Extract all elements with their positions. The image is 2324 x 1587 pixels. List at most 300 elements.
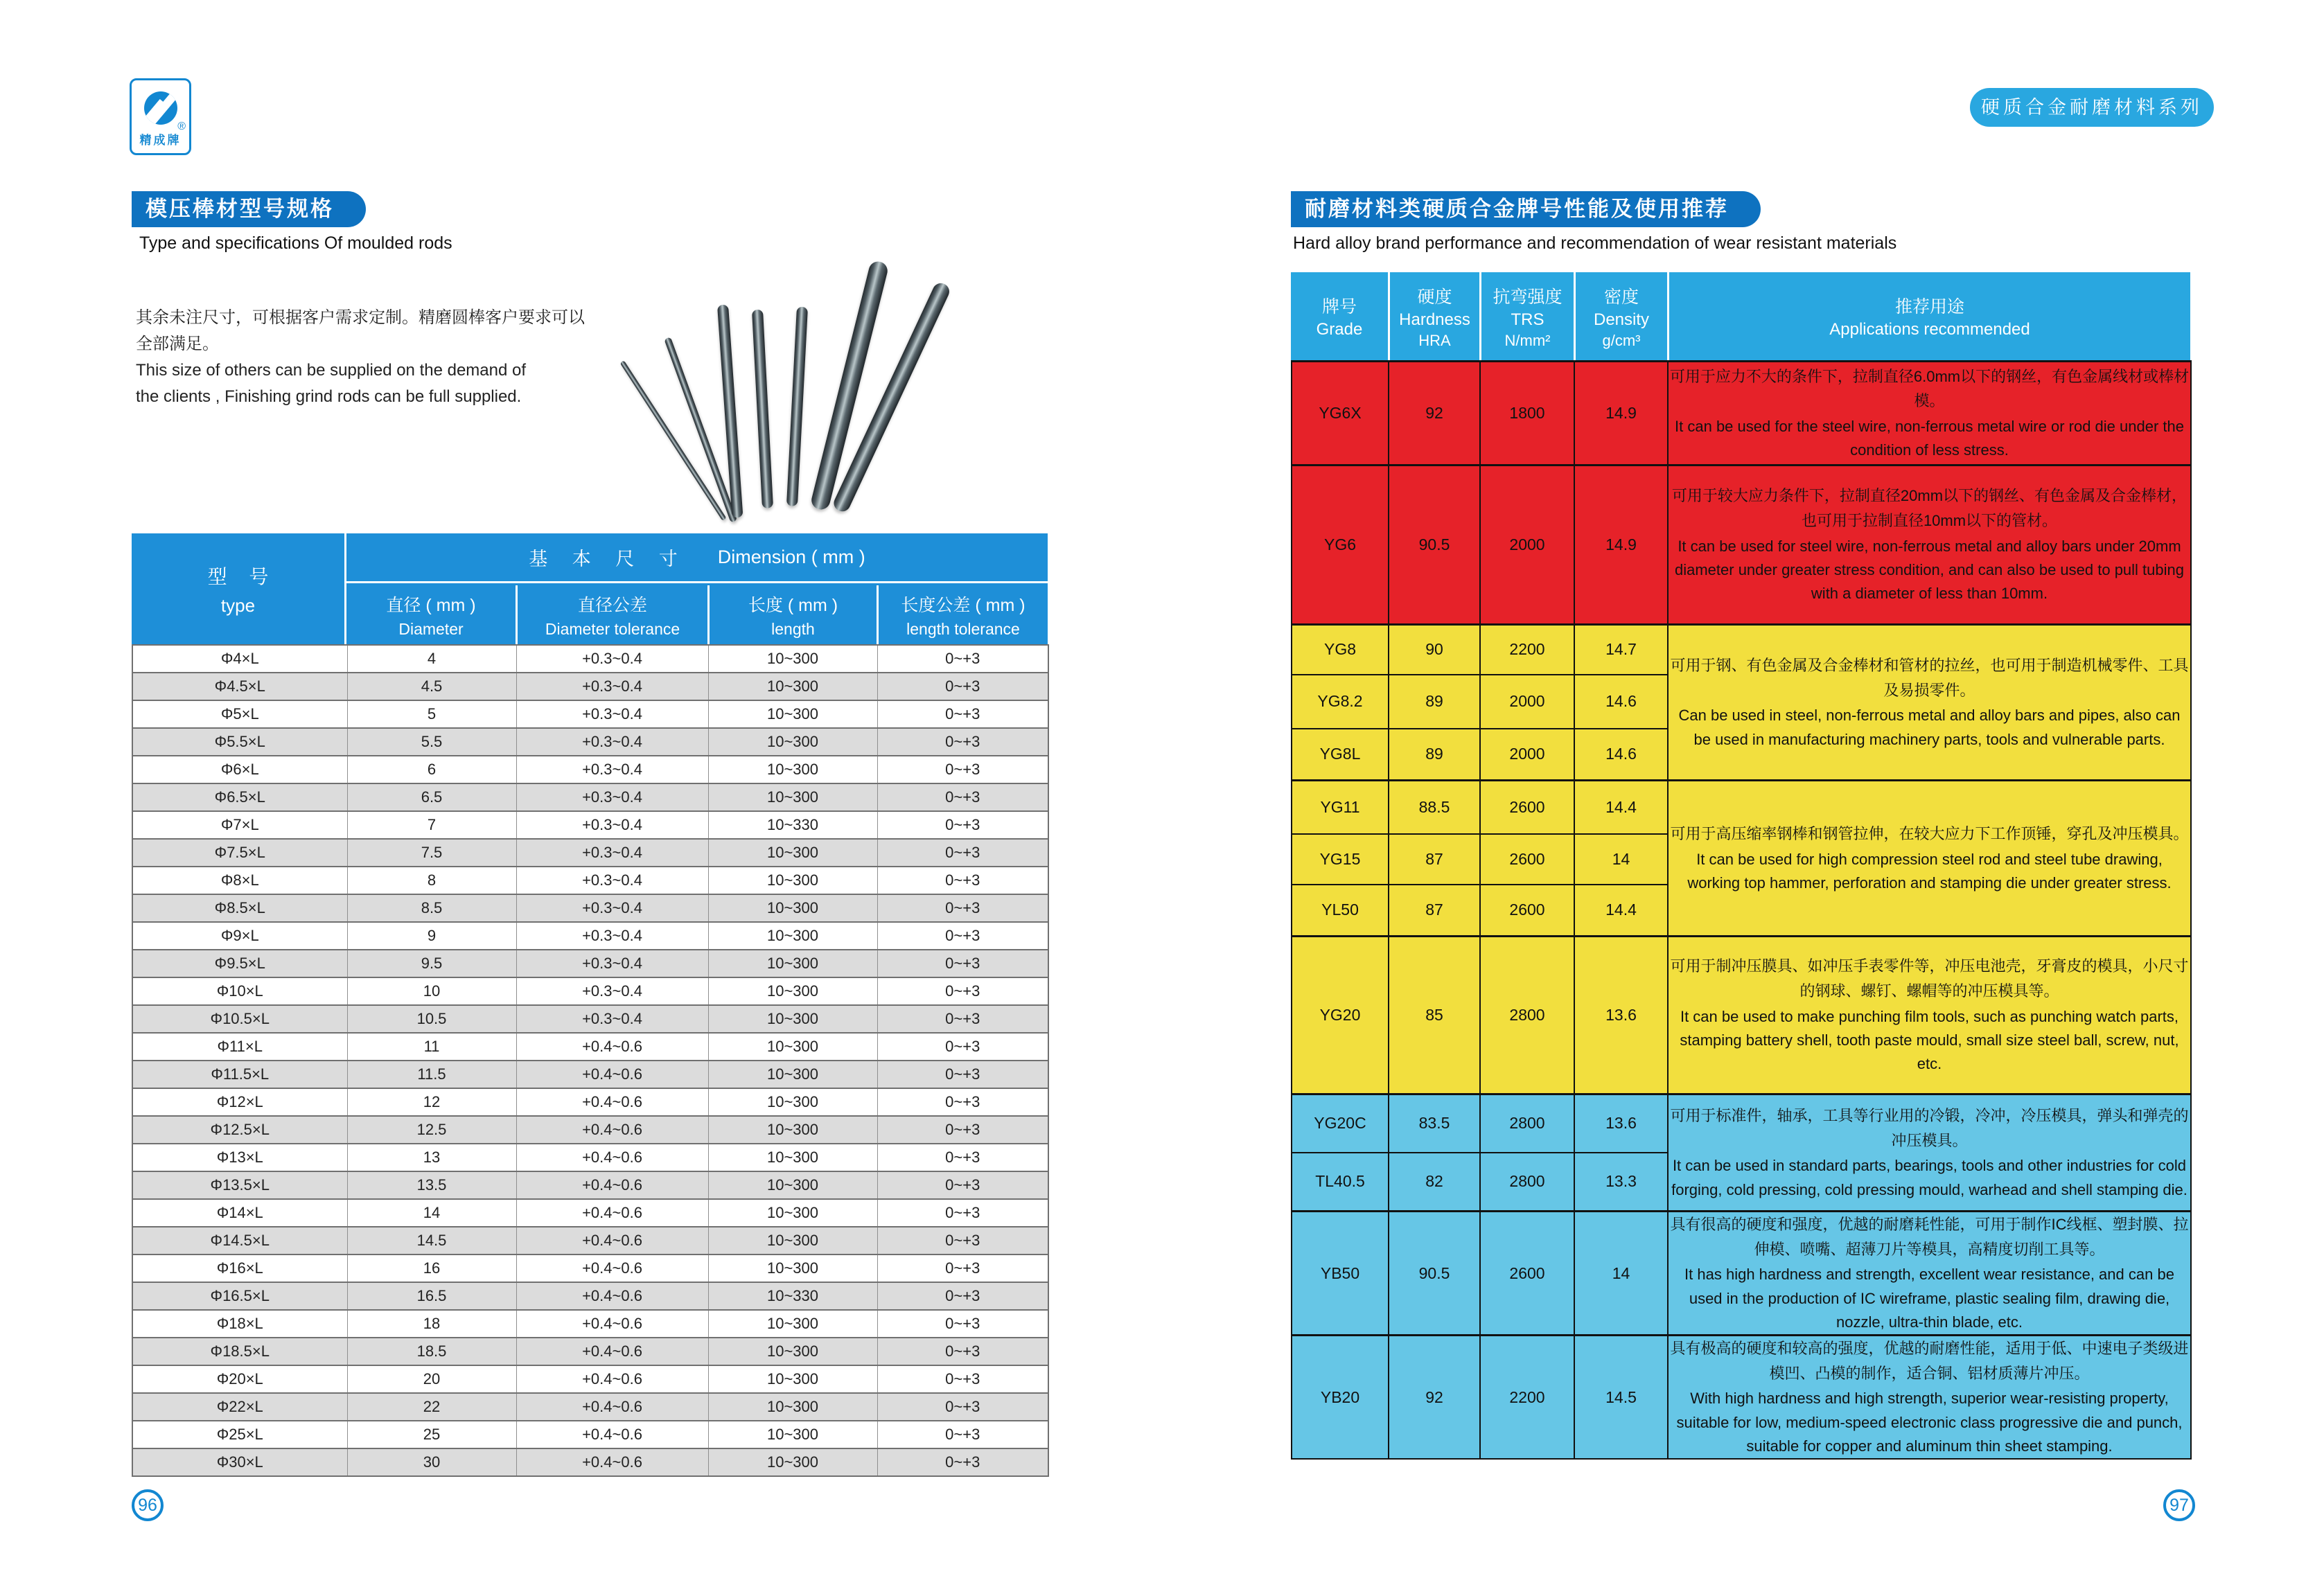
length-tolerance-cell: 0~+3 — [877, 839, 1048, 867]
type-cell: Φ7.5×L — [132, 839, 347, 867]
diameter-cell: 25 — [347, 1421, 516, 1448]
type-cell: Φ10×L — [132, 977, 347, 1005]
diameter-cell: 22 — [347, 1393, 516, 1421]
type-cell: Φ9.5×L — [132, 950, 347, 977]
type-cell: Φ16.5×L — [132, 1282, 347, 1310]
length-tolerance-cell: 0~+3 — [877, 1171, 1048, 1199]
applications-en: It can be used in standard parts, bearings, tools and other industries for cold forging, cold pressing, cold pressing mould, warhead and shell stamping die. — [1671, 1157, 2187, 1198]
trs-cell: 2000 — [1480, 466, 1574, 625]
table-row — [132, 950, 1048, 977]
alloy-table-header — [1291, 272, 2190, 360]
table-row — [132, 1365, 1048, 1393]
table-row — [132, 728, 1048, 756]
length-tolerance-cell: 0~+3 — [877, 1448, 1048, 1476]
grade-cell: YG8 — [1292, 625, 1389, 675]
length-cell: 10~300 — [708, 1116, 877, 1144]
moulded-rods-table-body — [132, 645, 1048, 1476]
grade-cell: YG6 — [1292, 466, 1389, 625]
col-header-density-en: Density — [1593, 310, 1650, 329]
type-cell: Φ20×L — [132, 1365, 347, 1393]
moulded-rods-table — [132, 644, 1049, 1477]
trs-cell: 2000 — [1480, 729, 1574, 781]
type-cell: Φ7×L — [132, 811, 347, 839]
diameter-tolerance-cell: +0.4~0.6 — [516, 1171, 708, 1199]
logo-slash-icon — [144, 91, 177, 125]
type-cell: Φ4×L — [132, 645, 347, 673]
diameter-tolerance-cell: +0.3~0.4 — [516, 977, 708, 1005]
table-row — [1292, 1336, 2191, 1460]
type-cell: Φ5×L — [132, 700, 347, 728]
intro-line-en-1: This size of others can be supplied on the demand of — [136, 361, 527, 380]
type-cell: Φ14.5×L — [132, 1227, 347, 1254]
grade-cell: YG8.2 — [1292, 675, 1389, 729]
length-cell: 10~300 — [708, 950, 877, 977]
table-row — [1292, 362, 2191, 466]
length-tolerance-cell: 0~+3 — [877, 1310, 1048, 1338]
grade-cell: YG20C — [1292, 1094, 1389, 1153]
col-header-density-zh: 密度 — [1603, 287, 1639, 307]
diameter-cell: 13.5 — [347, 1171, 516, 1199]
hardness-cell: 89 — [1389, 729, 1480, 781]
type-cell: Φ13×L — [132, 1144, 347, 1171]
brand-logo-mark-icon — [144, 91, 177, 125]
col-header-diameter-en: Diameter — [398, 619, 464, 638]
diameter-cell: 8 — [347, 867, 516, 894]
density-cell: 14.6 — [1574, 729, 1668, 781]
diameter-cell: 14 — [347, 1199, 516, 1227]
length-tolerance-cell: 0~+3 — [877, 1005, 1048, 1033]
table-row — [132, 1088, 1048, 1116]
length-cell: 10~330 — [708, 811, 877, 839]
col-header-hardness-en: Hardness — [1399, 310, 1470, 329]
right-section-subtitle: Hard alloy brand performance and recommendation of wear resistant materials — [1293, 233, 1897, 253]
series-badge: 硬质合金耐磨材料系列 — [1970, 88, 2214, 127]
col-header-type-en: type — [220, 594, 256, 616]
table-row — [132, 645, 1048, 673]
applications-en: It has high hardness and strength, excellent wear resistance, and can be used in the production of IC wireframe, plastic sealing film, drawing die, nozzle, ultra-thin blade, etc. — [1684, 1266, 2174, 1331]
length-tolerance-cell: 0~+3 — [877, 728, 1048, 756]
length-tolerance-cell: 0~+3 — [877, 811, 1048, 839]
diameter-cell: 6.5 — [347, 783, 516, 811]
diameter-tolerance-cell: +0.4~0.6 — [516, 1061, 708, 1088]
table-row — [1292, 781, 2191, 834]
col-header-applications-en: Applications recommended — [1829, 320, 2030, 339]
table-row — [132, 1116, 1048, 1144]
length-cell: 10~300 — [708, 783, 877, 811]
table-row — [132, 839, 1048, 867]
diameter-cell: 13 — [347, 1144, 516, 1171]
diameter-cell: 16.5 — [347, 1282, 516, 1310]
diameter-cell: 7.5 — [347, 839, 516, 867]
table-row — [132, 1310, 1048, 1338]
diameter-tolerance-cell: +0.3~0.4 — [516, 645, 708, 673]
length-tolerance-cell: 0~+3 — [877, 894, 1048, 922]
applications-zh: 可用于高压缩率钢棒和钢管拉伸，在较大应力下工作顶锤，穿孔及冲压模具。 — [1670, 824, 2189, 842]
applications-en: With high hardness and high strength, superior wear-resisting property, suitable for low, medium-speed electronic class progressive die and punch, suitable for copper and aluminum thin sheet stamping. — [1676, 1390, 2183, 1455]
grade-cell: YG20 — [1292, 937, 1389, 1094]
col-header-length-en: length — [771, 619, 815, 638]
applications-cell — [1668, 1094, 2191, 1212]
table-row — [132, 1338, 1048, 1365]
grade-cell: YG6X — [1292, 362, 1389, 466]
length-cell: 10~300 — [708, 1033, 877, 1061]
page-number-left: 96 — [132, 1489, 164, 1521]
diameter-cell: 18.5 — [347, 1338, 516, 1365]
diameter-tolerance-cell: +0.4~0.6 — [516, 1116, 708, 1144]
diameter-cell: 11 — [347, 1033, 516, 1061]
type-cell: Φ18.5×L — [132, 1338, 347, 1365]
applications-cell — [1668, 781, 2191, 937]
diameter-tolerance-cell: +0.4~0.6 — [516, 1310, 708, 1338]
density-cell: 14.9 — [1574, 466, 1668, 625]
type-cell: Φ25×L — [132, 1421, 347, 1448]
applications-cell — [1668, 466, 2191, 625]
applications-en: It can be used to make punching film tools, such as punching watch parts, stamping battery shell, tooth paste mould, small size steel ball, screw, nut, etc. — [1680, 1007, 2179, 1073]
applications-zh: 可用于应力不大的条件下，拉制直径6.0mm以下的钢丝，有色金属线材或棒材模。 — [1669, 367, 2190, 410]
density-cell: 14 — [1574, 1212, 1668, 1336]
type-cell: Φ14×L — [132, 1199, 347, 1227]
col-header-trs-unit: N/mm² — [1504, 331, 1551, 349]
rods-photo — [610, 242, 1053, 544]
diameter-tolerance-cell: +0.3~0.4 — [516, 756, 708, 783]
type-cell: Φ12×L — [132, 1088, 347, 1116]
length-tolerance-cell: 0~+3 — [877, 867, 1048, 894]
type-cell: Φ5.5×L — [132, 728, 347, 756]
grade-cell: YG11 — [1292, 781, 1389, 834]
density-cell: 14.6 — [1574, 675, 1668, 729]
col-header-length-tolerance-zh: 长度公差 ( mm ) — [901, 595, 1025, 615]
diameter-cell: 12 — [347, 1088, 516, 1116]
col-header-length-zh: 长度 ( mm ) — [748, 595, 838, 615]
applications-en: It can be used for the steel wire, non-ferrous metal wire or rod die under the condition of less stress. — [1675, 417, 2184, 459]
table-row — [132, 1199, 1048, 1227]
diameter-tolerance-cell: +0.4~0.6 — [516, 1199, 708, 1227]
type-cell: Φ11×L — [132, 1033, 347, 1061]
diameter-tolerance-cell: +0.4~0.6 — [516, 1144, 708, 1171]
table-row — [132, 783, 1048, 811]
density-cell: 14.9 — [1574, 362, 1668, 466]
diameter-cell: 20 — [347, 1365, 516, 1393]
length-cell: 10~300 — [708, 839, 877, 867]
table-row — [1292, 1212, 2191, 1336]
diameter-tolerance-cell: +0.3~0.4 — [516, 728, 708, 756]
col-header-trs-en: TRS — [1511, 310, 1544, 329]
trs-cell: 2800 — [1480, 1094, 1574, 1153]
diameter-cell: 10 — [347, 977, 516, 1005]
col-header-density-unit: g/cm³ — [1602, 331, 1641, 349]
type-cell: Φ30×L — [132, 1448, 347, 1476]
type-cell: Φ6.5×L — [132, 783, 347, 811]
length-cell: 10~300 — [708, 1088, 877, 1116]
diameter-tolerance-cell: +0.3~0.4 — [516, 1005, 708, 1033]
trs-cell: 2200 — [1480, 625, 1574, 675]
table-row — [132, 673, 1048, 700]
length-tolerance-cell: 0~+3 — [877, 700, 1048, 728]
diameter-cell: 18 — [347, 1310, 516, 1338]
col-header-diameter-tolerance-en: Diameter tolerance — [545, 619, 680, 638]
diameter-tolerance-cell: +0.3~0.4 — [516, 867, 708, 894]
diameter-cell: 6 — [347, 756, 516, 783]
col-header-applications-zh: 推荐用途 — [1894, 297, 1964, 317]
grade-cell: YL50 — [1292, 885, 1389, 937]
type-cell: Φ6×L — [132, 756, 347, 783]
diameter-cell: 8.5 — [347, 894, 516, 922]
diameter-tolerance-cell: +0.3~0.4 — [516, 950, 708, 977]
hardness-cell: 90 — [1389, 625, 1480, 675]
col-header-length — [707, 585, 877, 644]
diameter-tolerance-cell: +0.4~0.6 — [516, 1254, 708, 1282]
applications-cell — [1668, 1336, 2191, 1460]
hardness-cell: 85 — [1389, 937, 1480, 1094]
table-row — [132, 1254, 1048, 1282]
col-header-length-tolerance — [877, 585, 1048, 644]
length-cell: 10~300 — [708, 867, 877, 894]
rod-image — [786, 307, 808, 506]
col-header-diameter-tolerance-zh: 直径公差 — [577, 595, 647, 615]
diameter-cell: 16 — [347, 1254, 516, 1282]
brand-logo — [130, 78, 191, 155]
diameter-tolerance-cell: +0.4~0.6 — [516, 1421, 708, 1448]
length-cell: 10~330 — [708, 1282, 877, 1310]
right-section-title: 耐磨材料类硬质合金牌号性能及使用推荐 — [1291, 191, 1761, 227]
length-cell: 10~300 — [708, 645, 877, 673]
moulded-rods-table-header — [132, 533, 1048, 644]
length-cell: 10~300 — [708, 1393, 877, 1421]
density-cell: 14.4 — [1574, 781, 1668, 834]
applications-en: It can be used for high compression steel rod and steel tube drawing, working top hammer, perforation and stamping die under greater stress. — [1687, 850, 2172, 892]
trs-cell: 2600 — [1480, 834, 1574, 885]
length-tolerance-cell: 0~+3 — [877, 783, 1048, 811]
table-row — [132, 756, 1048, 783]
trs-cell: 2600 — [1480, 781, 1574, 834]
applications-zh: 可用于标准件，轴承，工具等行业用的冷锻，冷冲，冷压模具，弹头和弹壳的冲压模具。 — [1670, 1107, 2189, 1149]
trs-cell: 2800 — [1480, 937, 1574, 1094]
table-row — [1292, 466, 2191, 625]
length-tolerance-cell: 0~+3 — [877, 1199, 1048, 1227]
length-cell: 10~300 — [708, 977, 877, 1005]
grade-cell: YG8L — [1292, 729, 1389, 781]
length-tolerance-cell: 0~+3 — [877, 1393, 1048, 1421]
length-tolerance-cell: 0~+3 — [877, 673, 1048, 700]
hardness-cell: 83.5 — [1389, 1094, 1480, 1153]
applications-en: It can be used for steel wire, non-ferrous metal and alloy bars under 20mm diameter under greater stress condition, and can also be used to pull tubing with a diameter of less than 10mm. — [1674, 537, 2184, 603]
diameter-tolerance-cell: +0.4~0.6 — [516, 1365, 708, 1393]
registered-trademark-symbol: ® — [177, 121, 186, 132]
grade-cell: YB50 — [1292, 1212, 1389, 1336]
length-cell: 10~300 — [708, 1448, 877, 1476]
brand-name: 精成牌 — [139, 134, 182, 147]
rod-image — [620, 360, 727, 521]
col-header-density — [1574, 272, 1667, 360]
grade-cell: YB20 — [1292, 1336, 1389, 1460]
density-cell: 14.7 — [1574, 625, 1668, 675]
applications-cell — [1668, 625, 2191, 781]
intro-line-en-2: the clients , Finishing grind rods can be full supplied. — [136, 387, 522, 406]
length-cell: 10~300 — [708, 756, 877, 783]
length-cell: 10~300 — [708, 1061, 877, 1088]
col-header-diameter-tolerance — [516, 585, 707, 644]
table-row — [132, 811, 1048, 839]
length-cell: 10~300 — [708, 1338, 877, 1365]
applications-cell — [1668, 1212, 2191, 1336]
applications-zh: 可用于较大应力条件下，拉制直径20mm以下的钢丝、有色金属及合金棒材，也可用于拉制直径10mm以下的管材。 — [1671, 487, 2187, 530]
hardness-cell: 90.5 — [1389, 1212, 1480, 1336]
table-row — [132, 1393, 1048, 1421]
applications-en: Can be used in steel, non-ferrous metal and alloy bars and pipes, also can be used in manufacturing machinery parts, tools and vulnerable parts. — [1678, 707, 2181, 748]
length-cell: 10~300 — [708, 1005, 877, 1033]
diameter-tolerance-cell: +0.4~0.6 — [516, 1393, 708, 1421]
intro-line-zh-2: 全部满足。 — [136, 335, 219, 353]
diameter-cell: 10.5 — [347, 1005, 516, 1033]
density-cell: 14.5 — [1574, 1336, 1668, 1460]
diameter-tolerance-cell: +0.4~0.6 — [516, 1448, 708, 1476]
page-number-right: 97 — [2163, 1489, 2195, 1521]
diameter-tolerance-cell: +0.4~0.6 — [516, 1227, 708, 1254]
length-tolerance-cell: 0~+3 — [877, 1116, 1048, 1144]
length-tolerance-cell: 0~+3 — [877, 1254, 1048, 1282]
hardness-cell: 92 — [1389, 362, 1480, 466]
length-cell: 10~300 — [708, 922, 877, 950]
intro-text — [136, 305, 649, 410]
applications-zh: 可用于钢、有色金属及合金棒材和管材的拉丝，也可用于制造机械零件、工具及易损零件。 — [1670, 657, 2189, 699]
density-cell: 13.6 — [1574, 1094, 1668, 1153]
applications-cell — [1668, 937, 2191, 1094]
diameter-cell: 4 — [347, 645, 516, 673]
length-cell: 10~300 — [708, 1421, 877, 1448]
hardness-cell: 87 — [1389, 885, 1480, 937]
col-header-hardness — [1388, 272, 1479, 360]
diameter-tolerance-cell: +0.4~0.6 — [516, 1338, 708, 1365]
length-cell: 10~300 — [708, 1310, 877, 1338]
table-row — [132, 894, 1048, 922]
length-tolerance-cell: 0~+3 — [877, 1227, 1048, 1254]
alloy-table — [1291, 360, 2192, 1460]
alloy-table-body — [1292, 362, 2191, 1460]
diameter-cell: 5 — [347, 700, 516, 728]
col-header-diameter-zh: 直径 ( mm ) — [386, 595, 476, 615]
table-row — [132, 867, 1048, 894]
length-cell: 10~300 — [708, 700, 877, 728]
length-tolerance-cell: 0~+3 — [877, 1365, 1048, 1393]
length-tolerance-cell: 0~+3 — [877, 756, 1048, 783]
type-cell: Φ16×L — [132, 1254, 347, 1282]
applications-zh: 具有极高的硬度和较高的强度，优越的耐磨性能，适用于低、中速电子类级进模凹、凸模的制作，适合铜、铝材质薄片冲压。 — [1670, 1340, 2189, 1382]
length-cell: 10~300 — [708, 1365, 877, 1393]
trs-cell: 1800 — [1480, 362, 1574, 466]
length-tolerance-cell: 0~+3 — [877, 1421, 1048, 1448]
length-tolerance-cell: 0~+3 — [877, 922, 1048, 950]
diameter-tolerance-cell: +0.3~0.4 — [516, 783, 708, 811]
type-cell: Φ18×L — [132, 1310, 347, 1338]
col-header-applications — [1667, 272, 2190, 360]
col-header-diameter — [346, 585, 516, 644]
table-row — [132, 1421, 1048, 1448]
col-header-trs — [1479, 272, 1574, 360]
trs-cell: 2000 — [1480, 675, 1574, 729]
trs-cell: 2600 — [1480, 885, 1574, 937]
density-cell: 13.3 — [1574, 1153, 1668, 1212]
diameter-tolerance-cell: +0.4~0.6 — [516, 1033, 708, 1061]
dimension-header — [346, 533, 1048, 583]
diameter-tolerance-cell: +0.4~0.6 — [516, 1088, 708, 1116]
length-tolerance-cell: 0~+3 — [877, 950, 1048, 977]
diameter-cell: 30 — [347, 1448, 516, 1476]
applications-cell — [1668, 362, 2191, 466]
type-cell: Φ22×L — [132, 1393, 347, 1421]
hardness-cell: 89 — [1389, 675, 1480, 729]
table-row — [132, 1005, 1048, 1033]
diameter-tolerance-cell: +0.3~0.4 — [516, 700, 708, 728]
intro-line-zh-1: 其余未注尺寸，可根据客户需求定制。精磨圆棒客户要求可以 — [136, 308, 585, 327]
col-header-hardness-unit: HRA — [1418, 331, 1451, 349]
density-cell: 13.6 — [1574, 937, 1668, 1094]
table-row — [132, 700, 1048, 728]
length-tolerance-cell: 0~+3 — [877, 645, 1048, 673]
density-cell: 14 — [1574, 834, 1668, 885]
applications-zh: 可用于制冲压膜具、如冲压手表零件等，冲压电池壳，牙膏皮的模具，小尺寸的钢球、螺钉、螺帽等的冲压模具等。 — [1670, 957, 2189, 1000]
length-cell: 10~300 — [708, 1227, 877, 1254]
table-row — [132, 1282, 1048, 1310]
trs-cell: 2800 — [1480, 1153, 1574, 1212]
table-row — [132, 922, 1048, 950]
length-cell: 10~300 — [708, 673, 877, 700]
diameter-tolerance-cell: +0.3~0.4 — [516, 839, 708, 867]
type-cell: Φ9×L — [132, 922, 347, 950]
dimension-header-zh: 基 本 尺 寸 — [529, 549, 687, 569]
diameter-tolerance-cell: +0.3~0.4 — [516, 811, 708, 839]
type-cell: Φ10.5×L — [132, 1005, 347, 1033]
length-cell: 10~300 — [708, 1144, 877, 1171]
col-header-length-tolerance-en: length tolerance — [906, 619, 1020, 638]
length-tolerance-cell: 0~+3 — [877, 977, 1048, 1005]
length-cell: 10~300 — [708, 1171, 877, 1199]
table-row — [132, 1033, 1048, 1061]
table-row — [132, 1227, 1048, 1254]
diameter-cell: 11.5 — [347, 1061, 516, 1088]
diameter-cell: 7 — [347, 811, 516, 839]
density-cell: 14.4 — [1574, 885, 1668, 937]
hardness-cell: 92 — [1389, 1336, 1480, 1460]
table-row — [1292, 625, 2191, 675]
diameter-cell: 4.5 — [347, 673, 516, 700]
grade-cell: YG15 — [1292, 834, 1389, 885]
col-header-grade — [1291, 272, 1388, 360]
hardness-cell: 82 — [1389, 1153, 1480, 1212]
type-cell: Φ4.5×L — [132, 673, 347, 700]
diameter-cell: 14.5 — [347, 1227, 516, 1254]
col-header-grade-zh: 牌号 — [1321, 297, 1357, 317]
applications-zh: 具有很高的硬度和强度，优越的耐磨耗性能，可用于制作IC线框、塑封膜、拉伸模、喷嘴、超薄刀片等模具，高精度切削工具等。 — [1670, 1216, 2189, 1258]
hardness-cell: 87 — [1389, 834, 1480, 885]
left-section-subtitle: Type and specifications Of moulded rods — [139, 233, 452, 253]
hardness-cell: 88.5 — [1389, 781, 1480, 834]
diameter-tolerance-cell: +0.3~0.4 — [516, 894, 708, 922]
length-tolerance-cell: 0~+3 — [877, 1033, 1048, 1061]
col-header-grade-en: Grade — [1316, 320, 1363, 339]
diameter-cell: 9 — [347, 922, 516, 950]
table-row — [132, 1061, 1048, 1088]
trs-cell: 2200 — [1480, 1336, 1574, 1460]
col-header-type-zh: 型 号 — [207, 565, 277, 587]
table-row — [132, 1171, 1048, 1199]
table-row — [132, 1448, 1048, 1476]
diameter-tolerance-cell: +0.3~0.4 — [516, 922, 708, 950]
dimension-subheaders — [346, 585, 1048, 644]
trs-cell: 2600 — [1480, 1212, 1574, 1336]
diameter-tolerance-cell: +0.3~0.4 — [516, 673, 708, 700]
type-cell: Φ12.5×L — [132, 1116, 347, 1144]
type-cell: Φ8×L — [132, 867, 347, 894]
